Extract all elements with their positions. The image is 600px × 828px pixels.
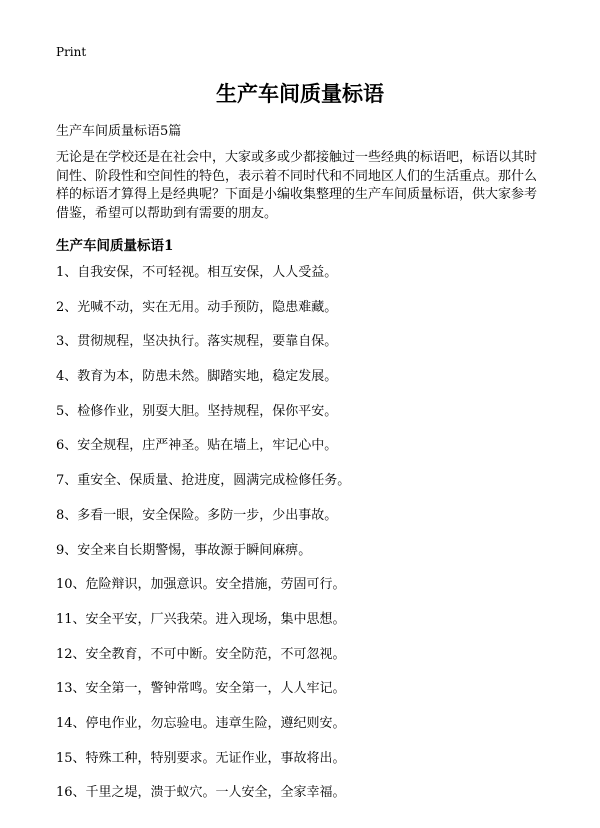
intro-paragraph: 无论是在学校还是在社会中，大家或多或少都接触过一些经典的标语吧，标语以其时间性、阶段性和空间性的特色，表示着不同时代和不同地区人们的生活重点。那什么样的标语才算得上是经典呢？下面是小编收集整理的生产车间质量标语，供大家参考借鉴，希望可以帮助到有需要的朋友。 xyxy=(56,150,538,221)
page-title: 生产车间质量标语 xyxy=(216,81,384,106)
list-item: 10、危险辩识，加强意识。安全措施，劳固可行。 xyxy=(56,577,346,593)
list-item: 7、重安全、保质量、抢进度，圆满完成检修任务。 xyxy=(56,473,351,489)
list-item: 1、自我安保，不可轻视。相互安保，人人受益。 xyxy=(56,265,338,280)
list-item: 4、教育为本，防患未然。脚踏实地，稳定发展。 xyxy=(56,369,338,385)
document-subtitle: 生产车间质量标语5篇 xyxy=(56,124,182,139)
list-item: 11、安全平安，厂兴我荣。进入现场，集中思想。 xyxy=(56,611,346,627)
slogan-list xyxy=(56,263,548,818)
list-item: 8、多看一眼，安全保险。多防一步，少出事故。 xyxy=(56,507,338,523)
list-item: 9、安全来自长期警惕，事故源于瞬间麻痹。 xyxy=(56,542,312,558)
list-item: 12、安全教育，不可中断。安全防范，不可忽视。 xyxy=(56,646,346,662)
list-item: 2、光喊不动，实在无用。动手预防，隐患难藏。 xyxy=(56,299,338,315)
list-item: 3、贯彻规程，坚决执行。落实规程，要靠自保。 xyxy=(56,334,338,350)
list-item: 16、千里之堤，溃于蚁穴。一人安全，全家幸福。 xyxy=(56,785,346,801)
list-item: 15、特殊工种，特别要求。无证作业，事故将出。 xyxy=(56,750,346,766)
section-heading: 生产车间质量标语1 xyxy=(56,238,174,254)
print-link[interactable]: Print xyxy=(56,45,87,59)
list-item: 14、停电作业，勿忘验电。违章生险，遵纪则安。 xyxy=(56,715,346,731)
list-item: 13、安全第一，警钟常鸣。安全第一，人人牢记。 xyxy=(56,681,346,697)
list-item: 6、安全规程，庄严神圣。贴在墙上，牢记心中。 xyxy=(56,438,338,454)
list-item: 5、检修作业，别耍大胆。坚持规程，保你平安。 xyxy=(56,403,338,419)
